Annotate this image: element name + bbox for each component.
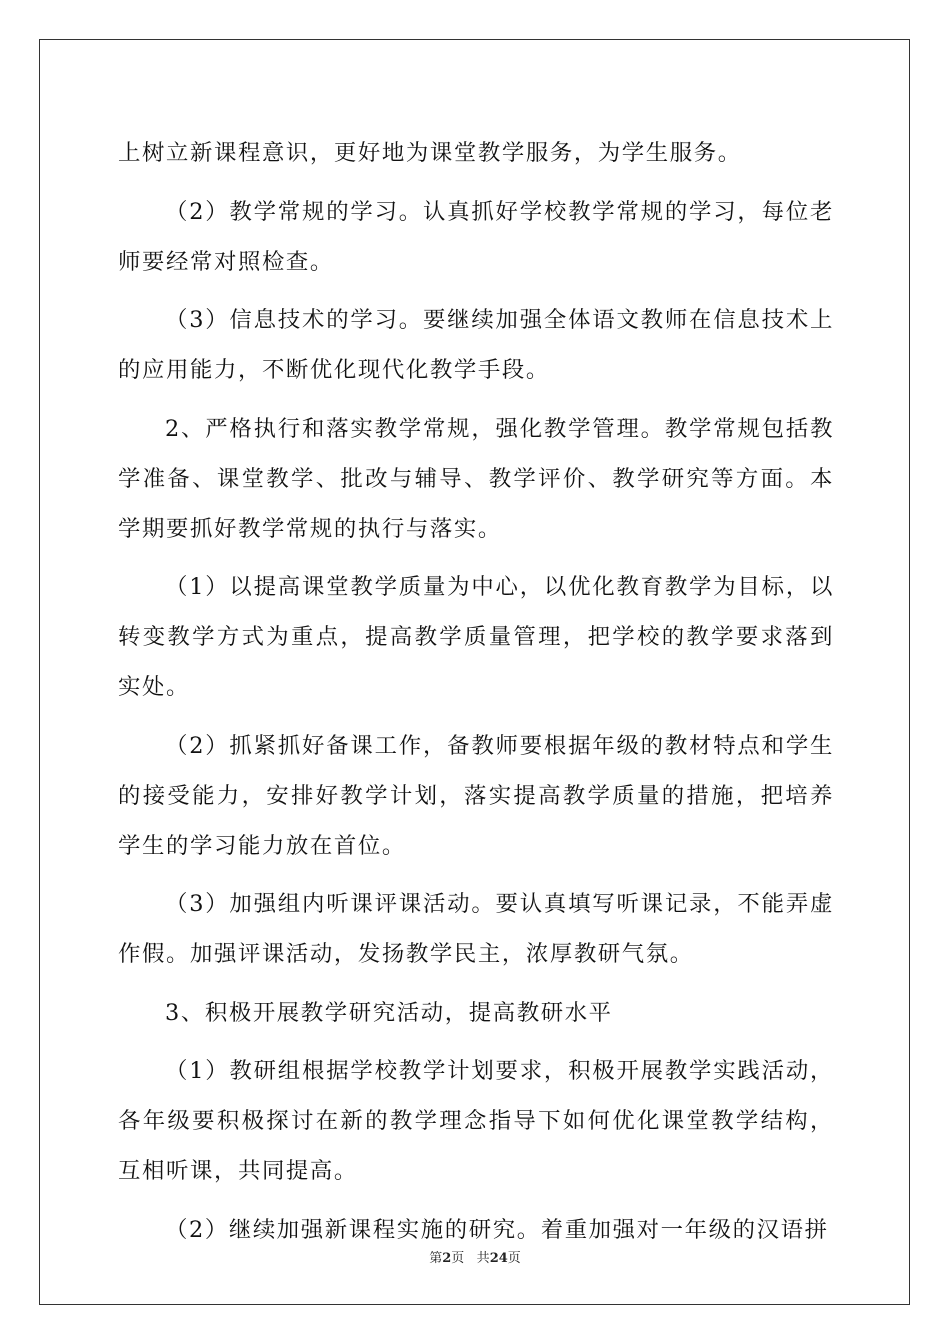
paragraph-8: 3、积极开展教学研究活动，提高教研水平 — [165, 999, 613, 1026]
footer-total-prefix: 共 — [476, 1251, 490, 1266]
paragraph-2: （2）教学常规的学习。认真抓好学校教学常规的学习，每位老师要经常对照检查。 — [118, 198, 834, 275]
paragraph-3: （3）信息技术的学习。要继续加强全体语文教师在信息技术上的应用能力，不断优化现代化教学手段。 — [118, 307, 834, 383]
paragraph-5: （1）以提高课堂教学质量为中心，以优化教育教学为目标，以转变教学方式为重点，提高教学质量管理，把学校的教学要求落到实处。 — [118, 574, 834, 700]
paragraph-4: 2、严格执行和落实教学常规，强化教学管理。教学常规包括教学准备、课堂教学、批改与辅导、教学评价、教学研究等方面。本学期要抓好教学常规的执行与落实。 — [118, 415, 834, 542]
footer-page-suffix: 页 — [451, 1251, 465, 1266]
paragraph-7: （3）加强组内听课评课活动。要认真填写听课记录，不能弄虚作假。加强评课活动，发扬教学民主，浓厚教研气氛。 — [118, 891, 834, 967]
page-number: 2 — [442, 1251, 452, 1266]
document-body — [118, 128, 834, 1255]
page-footer — [0, 1247, 950, 1266]
paragraph-6: （2）抓紧抓好备课工作，备教师要根据年级的教材特点和学生的接受能力，安排好教学计划，落实提高教学质量的措施，把培养学生的学习能力放在首位。 — [118, 732, 834, 859]
paragraph-9: （1）教研组根据学校教学计划要求，积极开展教学实践活动，各年级要积极探讨在新的教学理念指导下如何优化课堂教学结构，互相听课，共同提高。 — [118, 1058, 834, 1184]
footer-prefix: 第 — [429, 1251, 443, 1266]
total-pages: 24 — [489, 1251, 508, 1266]
paragraph-1: 上树立新课程意识，更好地为课堂教学服务，为学生服务。 — [118, 140, 742, 166]
paragraph-10: （2）继续加强新课程实施的研究。着重加强对一年级的汉语拼 — [165, 1216, 829, 1243]
footer-total-suffix: 页 — [507, 1251, 521, 1266]
